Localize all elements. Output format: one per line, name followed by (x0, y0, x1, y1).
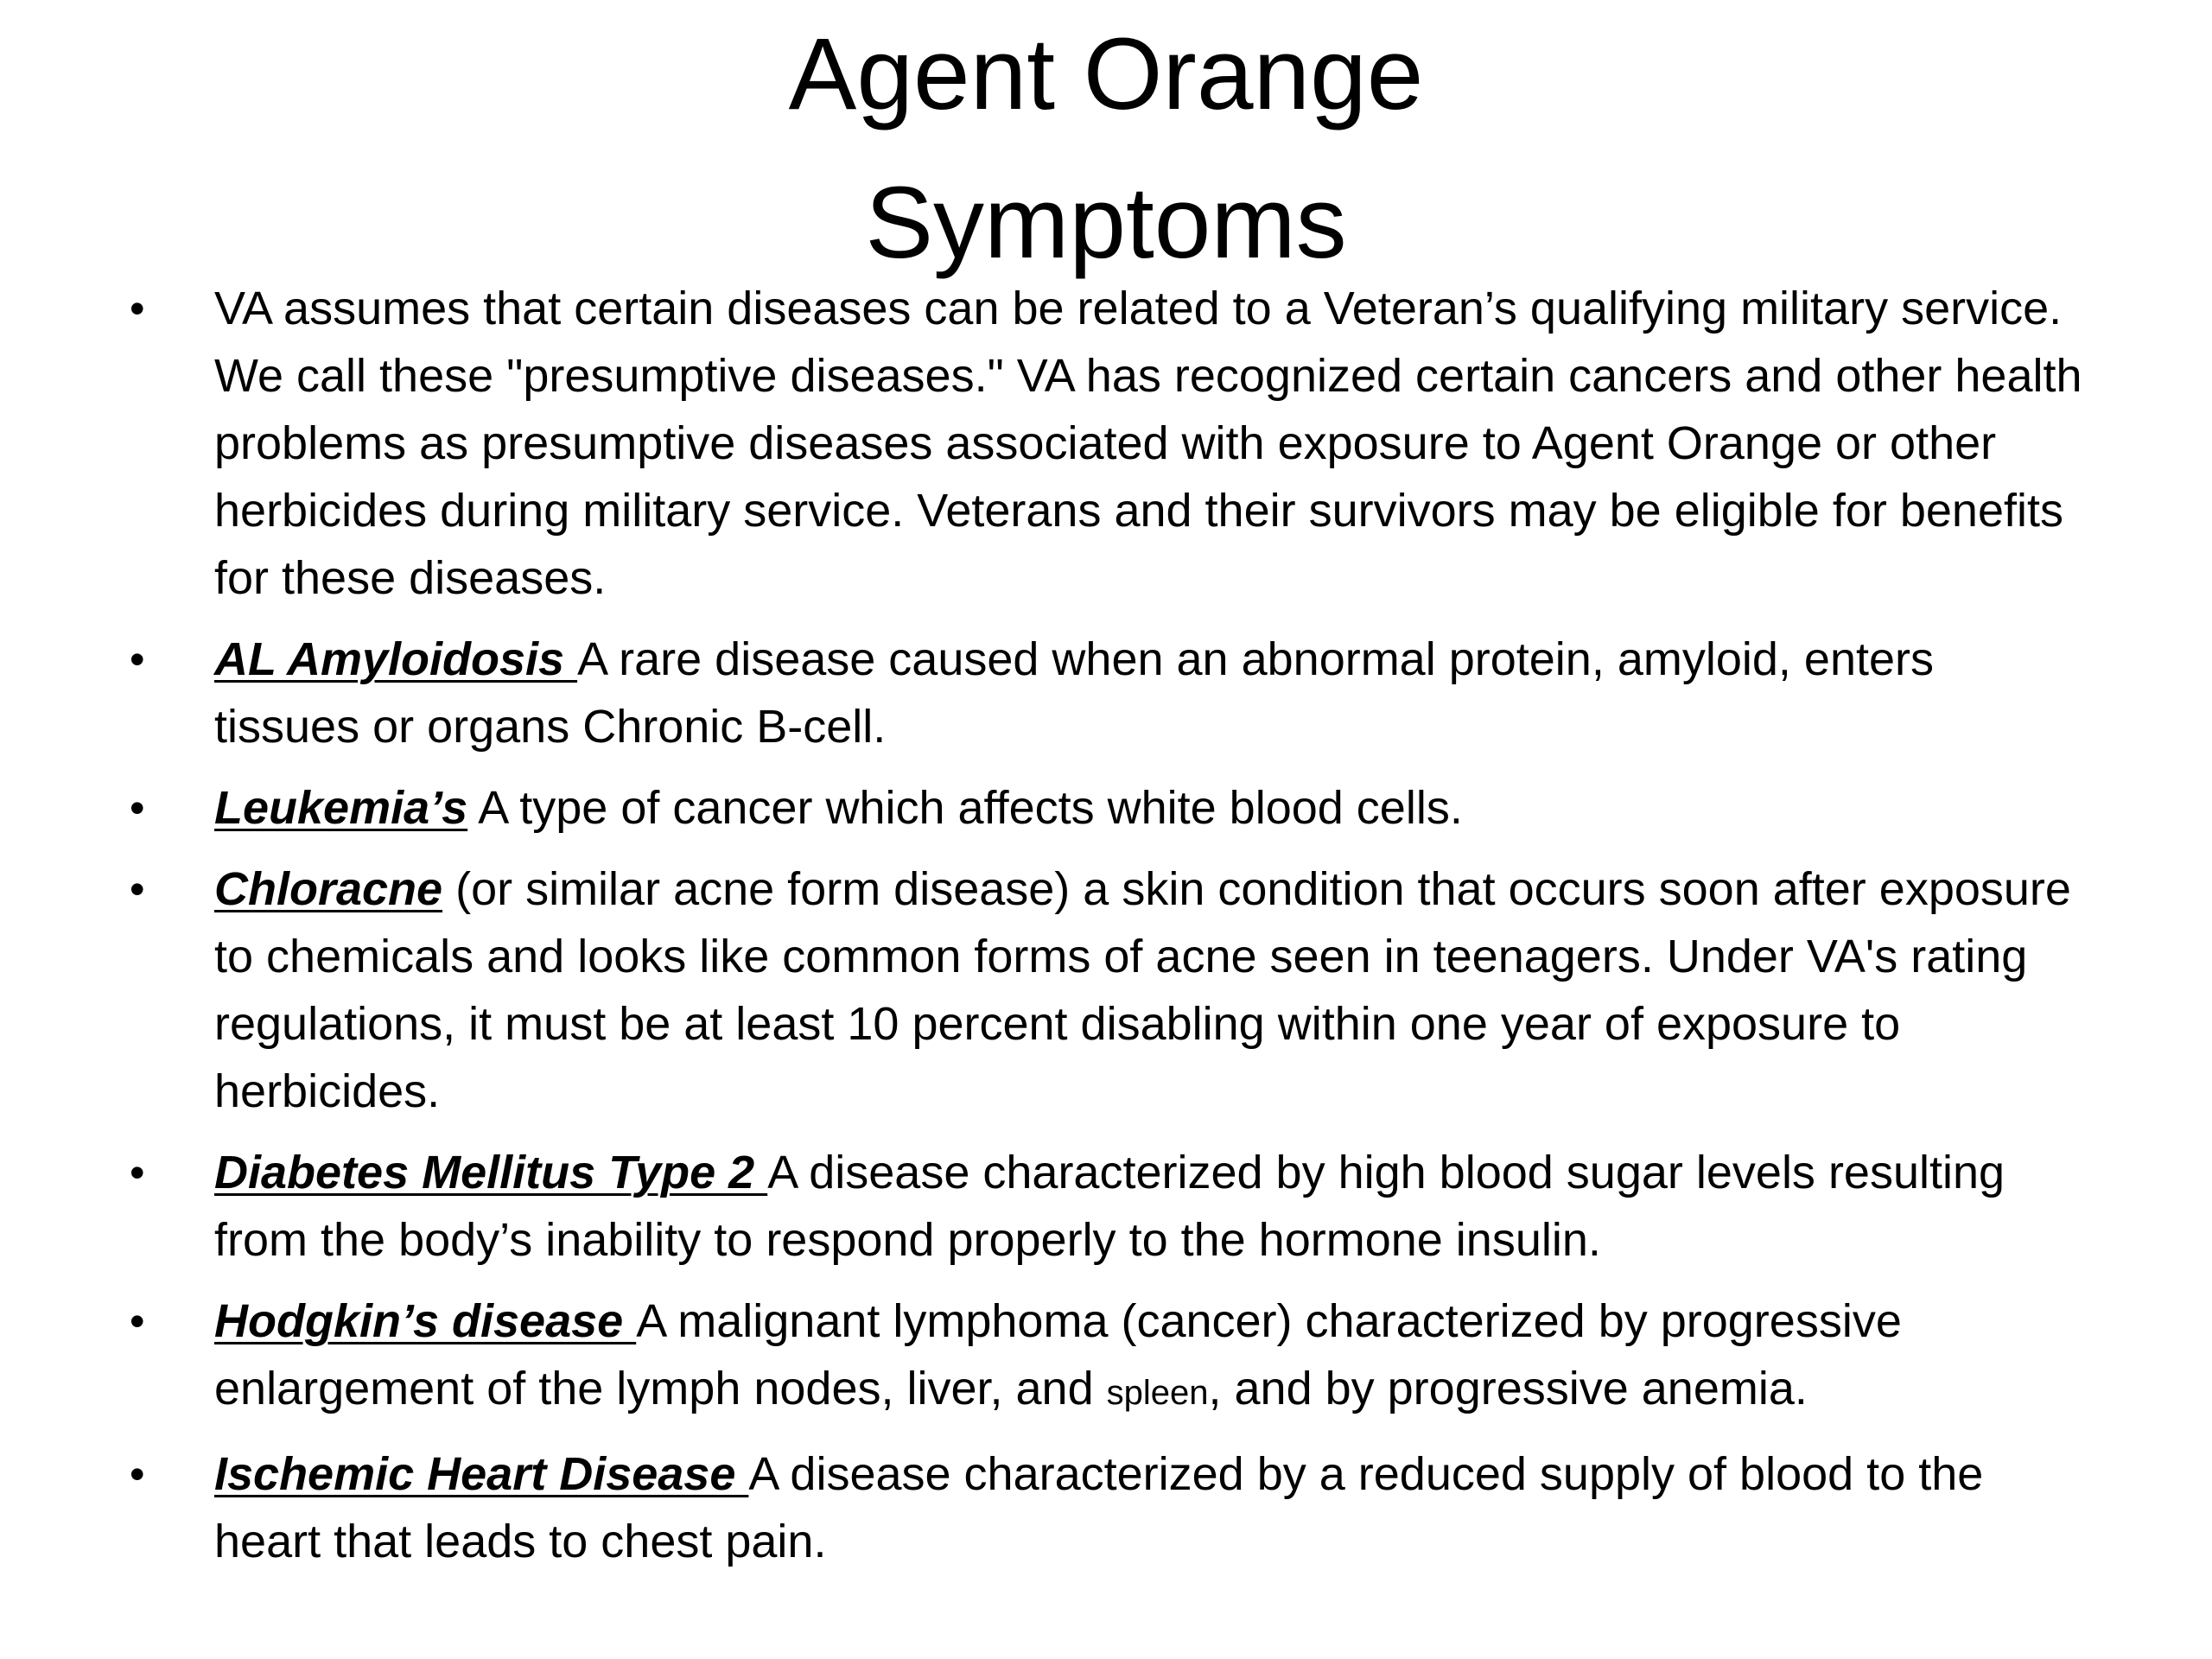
bullet-list (130, 275, 2082, 1589)
bullet-marker: • (130, 1450, 145, 1498)
disease-term: Leukemia’s (214, 782, 468, 834)
bullet-diabetes (130, 1139, 2082, 1274)
bullet-text: (or similar acne form disease) a skin condition that occurs soon after exposure to chemicals and looks like common forms of acne seen in teenagers. Under VA's rating regulations, it must be at least 10 percent disabling within one year of exposure to herbicides. (214, 863, 2071, 1117)
bullet-marker: • (130, 635, 145, 683)
bullet-text: A disease characterized by high blood sugar levels resulting from the body’s inability to respond properly to the hormone insulin. (214, 1147, 2005, 1266)
bullet-text-after: , and by progressive anemia. (1208, 1363, 1808, 1414)
bullet-hodgkins (130, 1287, 2082, 1427)
bullet-marker: • (130, 784, 145, 832)
bullet-intro (130, 275, 2082, 612)
disease-term: Ischemic Heart Disease (214, 1448, 749, 1500)
title-line-2: Symptoms (865, 166, 1347, 280)
title-line-1: Agent Orange (788, 17, 1424, 131)
bullet-leukemia (130, 774, 2082, 842)
disease-term: Chloracne (214, 863, 443, 915)
bullet-text: A malignant lymphoma (cancer) characterized by progressive enlargement of the lymph nodes, liver, and (214, 1295, 1902, 1414)
bullet-text: A type of cancer which affects white blood cells. (467, 782, 1463, 834)
bullet-marker: • (130, 865, 145, 913)
bullet-chloracne (130, 855, 2082, 1125)
slide-title (0, 0, 2212, 297)
bullet-text: A rare disease caused when an abnormal protein, amyloid, enters tissues or organs Chronic B-cell. (214, 633, 1934, 753)
bullet-text: VA assumes that certain diseases can be related to a Veteran’s qualifying military service. We call these "presumptive diseases." VA has recognized certain cancers and other health problems as presumptive diseases associated with exposure to Agent Orange or other herbicides during military service. Veterans and their survivors may be eligible for benefits for these diseases. (214, 283, 2082, 604)
small-text: spleen (1106, 1374, 1209, 1412)
disease-term: Diabetes Mellitus Type 2 (214, 1147, 768, 1198)
bullet-ischemic-heart (130, 1440, 2082, 1575)
bullet-marker: • (130, 1148, 145, 1197)
bullet-text: A disease characterized by a reduced supply of blood to the heart that leads to chest pain. (214, 1448, 1984, 1567)
bullet-marker: • (130, 284, 145, 333)
bullet-marker: • (130, 1297, 145, 1345)
disease-term: Hodgkin’s disease (214, 1295, 637, 1347)
bullet-al-amyloidosis (130, 626, 2082, 760)
disease-term: AL Amyloidosis (214, 633, 578, 685)
